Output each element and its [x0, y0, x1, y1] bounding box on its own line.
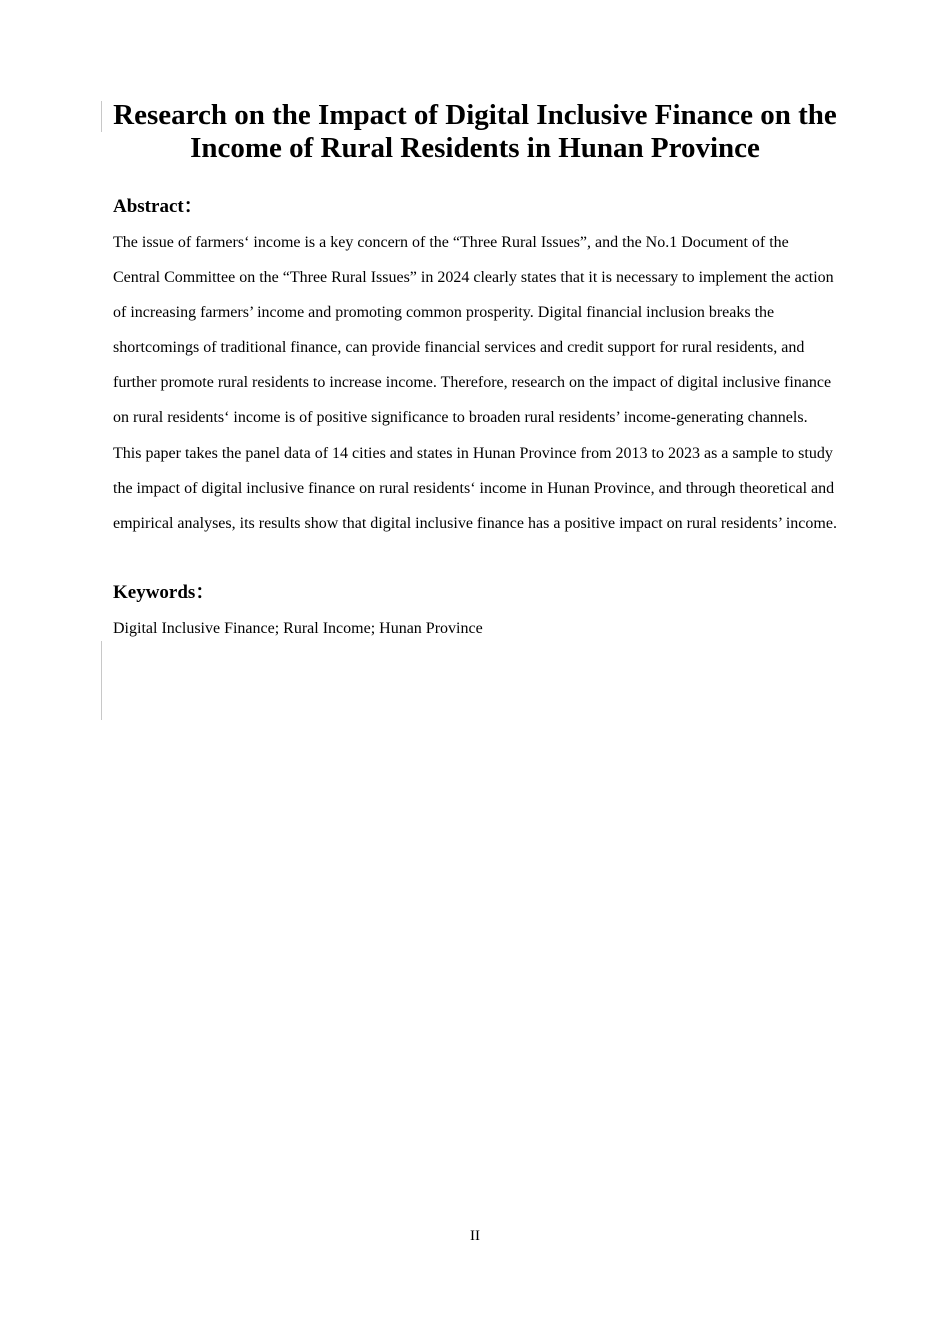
keywords-heading: Keywords： — [113, 582, 215, 603]
abstract-heading: Abstract： — [113, 196, 203, 217]
page-number: II — [470, 1228, 480, 1244]
keywords-text: Digital Inclusive Finance; Rural Income; Hunan Province — [113, 620, 483, 637]
margin-marker-bottom — [101, 641, 102, 720]
document-title: Research on the Impact of Digital Inclusive Finance on the Income of Rural Residents in Hunan Province — [113, 99, 837, 164]
margin-marker-top — [101, 101, 102, 132]
abstract-text: The issue of farmers‘ income is a key concern of the “Three Rural Issues”, and the No.1 Document of the Central Committee on the “Three Rural Issues” in 2024 clearly states that it is necessary to implement the action of increasing farmers’ income and promoting common prosperity. Digital financial inclusion breaks the shortcomings of traditional finance, can provide financial services and credit support for rural residents, and further promote rural residents to increase income. Therefore, research on the impact of digital inclusive finance on rural residents‘ income is of positive significance to broaden rural residents’ income-generating channels. This paper takes the panel data of 14 cities and states in Hunan Province from 2013 to 2023 as a sample to study the impact of digital inclusive finance on rural residents‘ income in Hunan Province, and through theoretical and empirical analyses, its results show that digital inclusive finance has a positive impact on rural residents’ income. — [113, 234, 837, 532]
